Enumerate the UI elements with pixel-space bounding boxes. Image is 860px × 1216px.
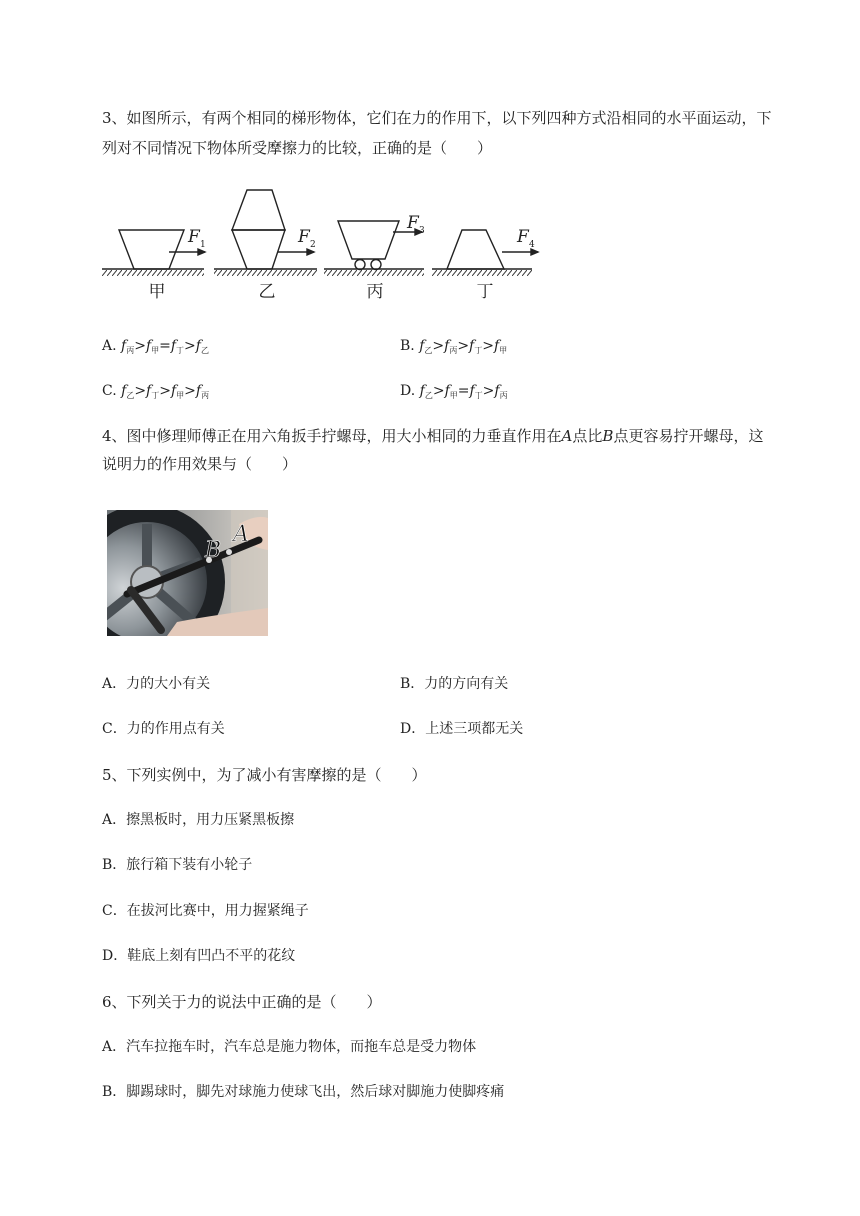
friction-symbol: f — [494, 383, 500, 399]
trapezoid-block — [338, 221, 399, 259]
photo-label-a: A — [233, 522, 249, 547]
friction-subscript: 甲 — [499, 346, 508, 355]
option-letter: B. — [400, 338, 420, 354]
friction-subscript: 乙 — [200, 346, 209, 355]
friction-symbol: f — [493, 338, 500, 354]
friction-subscript: 丁 — [474, 391, 483, 400]
q4-stem-line1 — [102, 426, 763, 446]
friction-subscript: 丙 — [201, 391, 210, 400]
q5-option-a[interactable]: A．擦黑板时，用力压紧黑板擦 — [102, 812, 295, 828]
q4-option-b[interactable]: B．力的方向有关 — [400, 676, 509, 692]
q4-option-d[interactable]: D．上述三项都无关 — [400, 721, 524, 737]
friction-subscript: 丙 — [126, 346, 135, 355]
friction-subscript: 乙 — [424, 391, 433, 400]
comparison-operator: > — [432, 338, 445, 354]
force-sub-1: 1 — [200, 240, 206, 250]
friction-subscript: 甲 — [151, 346, 160, 355]
comparison-operator: = — [159, 338, 171, 354]
ground-hatch — [214, 270, 317, 276]
photo-label-b: B — [205, 538, 222, 563]
q4-var-a: A — [561, 427, 573, 445]
friction-subscript: 丁 — [151, 391, 160, 400]
friction-subscript: 丙 — [449, 346, 458, 355]
q3-figure — [102, 186, 542, 308]
friction-subscript: 丁 — [176, 346, 185, 355]
q4-stem-text-b: 点比 — [572, 427, 603, 445]
friction-subscript: 乙 — [126, 391, 135, 400]
trapezoid-block-top — [232, 190, 285, 230]
ground-hatch — [102, 270, 204, 276]
friction-symbol: f — [419, 338, 425, 354]
q5-option-c[interactable]: C．在拔河比赛中，用力握紧绳子 — [102, 903, 309, 919]
q3-option-d[interactable] — [400, 381, 508, 406]
comparison-operator: > — [184, 338, 196, 354]
comparison-operator: > — [482, 383, 495, 399]
friction-subscript: 丁 — [474, 346, 483, 355]
friction-symbol: f — [444, 338, 450, 354]
friction-symbol: f — [195, 383, 202, 399]
force-label-f4: F — [517, 227, 529, 247]
wheel — [355, 260, 365, 270]
q4-var-b: B — [602, 427, 614, 445]
ground-hatch — [324, 270, 424, 276]
wrench-photo — [107, 510, 268, 636]
q4-stem-line2: 说明力的作用效果与（ ） — [102, 455, 298, 473]
trapezoid-block — [119, 230, 184, 269]
friction-subscript: 甲 — [449, 391, 458, 400]
q4-stem-text-c: 点更容易拧开螺母，这 — [613, 427, 764, 445]
q3-stem-line2: 列对不同情况下物体所受摩擦力的比较，正确的是（ ） — [102, 139, 493, 157]
friction-symbol: f — [195, 338, 201, 354]
friction-symbol: f — [170, 383, 177, 399]
trapezoid-block-bottom — [232, 230, 285, 269]
friction-symbol: f — [419, 383, 425, 399]
comparison-operator: > — [184, 383, 196, 399]
q5-option-d[interactable]: D．鞋底上刻有凹凸不平的花纹 — [102, 948, 296, 964]
q4-stem-text-a: 4、图中修理师傅正在用六角扳手拧螺母，用大小相同的力垂直作用在 — [102, 427, 562, 445]
q3-option-b[interactable] — [400, 336, 507, 361]
friction-symbol: f — [469, 338, 475, 354]
q4-option-a[interactable]: A．力的大小有关 — [102, 676, 211, 692]
option-letter: A. — [102, 338, 122, 354]
friction-symbol: f — [146, 383, 152, 399]
q6-stem: 6、下列关于力的说法中正确的是（ ） — [102, 993, 382, 1011]
q4-option-c[interactable]: C．力的作用点有关 — [102, 721, 225, 737]
q5-stem: 5、下列实例中，为了减小有害摩擦的是（ ） — [102, 766, 427, 784]
wheel — [371, 260, 381, 270]
option-letter: D. — [400, 383, 420, 399]
friction-symbol: f — [469, 383, 475, 399]
q6-option-a[interactable]: A．汽车拉拖车时，汽车总是施力物体，而拖车总是受力物体 — [102, 1039, 477, 1055]
comparison-operator: > — [482, 338, 494, 354]
caption-bing: 丙 — [366, 282, 384, 302]
friction-subscript: 甲 — [176, 391, 185, 400]
caption-ding: 丁 — [476, 282, 494, 302]
friction-symbol: f — [444, 383, 450, 399]
comparison-operator: > — [134, 383, 147, 399]
option-letter: C. — [102, 383, 122, 399]
friction-symbol: f — [145, 338, 152, 354]
friction-symbol: f — [121, 383, 127, 399]
comparison-operator: = — [457, 383, 470, 399]
friction-symbol: f — [170, 338, 177, 354]
force-label-f1: F — [188, 227, 200, 247]
caption-yi: 乙 — [258, 282, 276, 302]
point-a-marker — [226, 549, 232, 555]
comparison-operator: > — [432, 383, 445, 399]
ground-hatch — [432, 270, 532, 276]
friction-subscript: 乙 — [424, 346, 433, 355]
force-sub-2: 2 — [310, 240, 316, 250]
comparison-operator: > — [134, 338, 146, 354]
trapezoid-block — [447, 230, 504, 269]
force-label-f2: F — [298, 227, 310, 247]
force-sub-4: 4 — [529, 240, 535, 250]
q6-option-b[interactable]: B．脚踢球时，脚先对球施力使球飞出，然后球对脚施力使脚疼痛 — [102, 1084, 505, 1100]
q3-stem-line1: 3、如图所示，有两个相同的梯形物体，它们在力的作用下，以下列四种方式沿相同的水平面运动，下 — [102, 109, 772, 127]
q5-option-b[interactable]: B．旅行箱下装有小轮子 — [102, 857, 253, 873]
q3-option-c[interactable] — [102, 381, 209, 406]
friction-subscript: 丙 — [499, 391, 508, 400]
force-sub-3: 3 — [419, 226, 425, 236]
q3-option-a[interactable] — [102, 336, 209, 361]
caption-jia: 甲 — [148, 282, 166, 302]
comparison-operator: > — [457, 338, 470, 354]
force-label-f3: F — [407, 213, 419, 233]
comparison-operator: > — [159, 383, 171, 399]
friction-symbol: f — [121, 338, 127, 354]
